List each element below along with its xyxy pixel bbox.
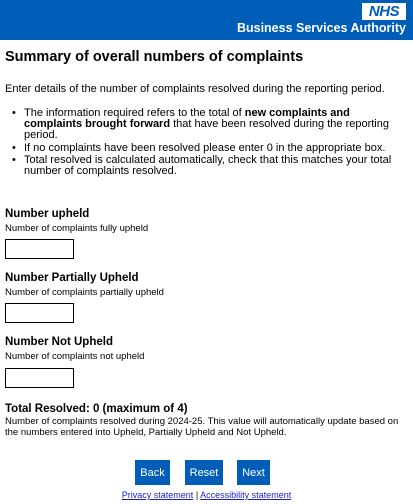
privacy-statement-link[interactable]: Privacy statement <box>121 490 194 500</box>
partially-upheld-hint: Number of complaints partially upheld <box>5 287 164 298</box>
guidance-item-total-auto <box>24 155 408 177</box>
not-upheld-input[interactable] <box>5 368 74 388</box>
back-button[interactable]: Back <box>135 460 170 485</box>
footer-separator: | <box>195 490 199 500</box>
intro-text: Enter details of the number of complaints resolved during the reporting period. <box>5 83 385 95</box>
guidance-text: If no complaints have been resolved please enter 0 in the appropriate box. <box>24 142 386 154</box>
upheld-hint: Number of complaints fully upheld <box>5 223 149 234</box>
accessibility-statement-link[interactable]: Accessibility statement <box>200 490 292 500</box>
next-button[interactable]: Next <box>237 460 270 485</box>
partially-upheld-label: Number Partially Upheld <box>5 272 139 284</box>
guidance-text: Total resolved is calculated automatically, check that this matches your total number of complaints resolved. <box>24 154 392 177</box>
reset-button[interactable]: Reset <box>185 460 223 485</box>
partially-upheld-input[interactable] <box>5 303 74 323</box>
nhs-logo <box>362 3 406 20</box>
guidance-item-total-required <box>24 108 408 143</box>
not-upheld-hint: Number of complaints not upheld <box>5 351 145 362</box>
guidance-text: The information required refers to the total of <box>24 107 245 119</box>
guidance-text: that have been resolved during the reporting period. <box>24 118 389 141</box>
page-title: Summary of overall numbers of complaints <box>5 49 304 65</box>
guidance-list <box>24 108 408 177</box>
footer-links <box>0 490 413 501</box>
not-upheld-label: Number Not Upheld <box>5 336 113 348</box>
total-resolved-label: Total Resolved: 0 (maximum of 4) <box>5 403 188 415</box>
organisation-name: Business Services Authority <box>236 21 406 35</box>
total-resolved-description: Number of complaints resolved during 2024-25. This value will automatically update based on the numbers entered into Upheld, Partially Upheld and Not Upheld. <box>5 416 399 438</box>
upheld-label: Number upheld <box>5 208 90 220</box>
upheld-input[interactable] <box>5 239 74 259</box>
site-header <box>0 0 413 40</box>
nhs-logo-text: NHS <box>368 3 400 20</box>
guidance-emphasis: new complaints and complaints brought forward <box>24 107 350 130</box>
